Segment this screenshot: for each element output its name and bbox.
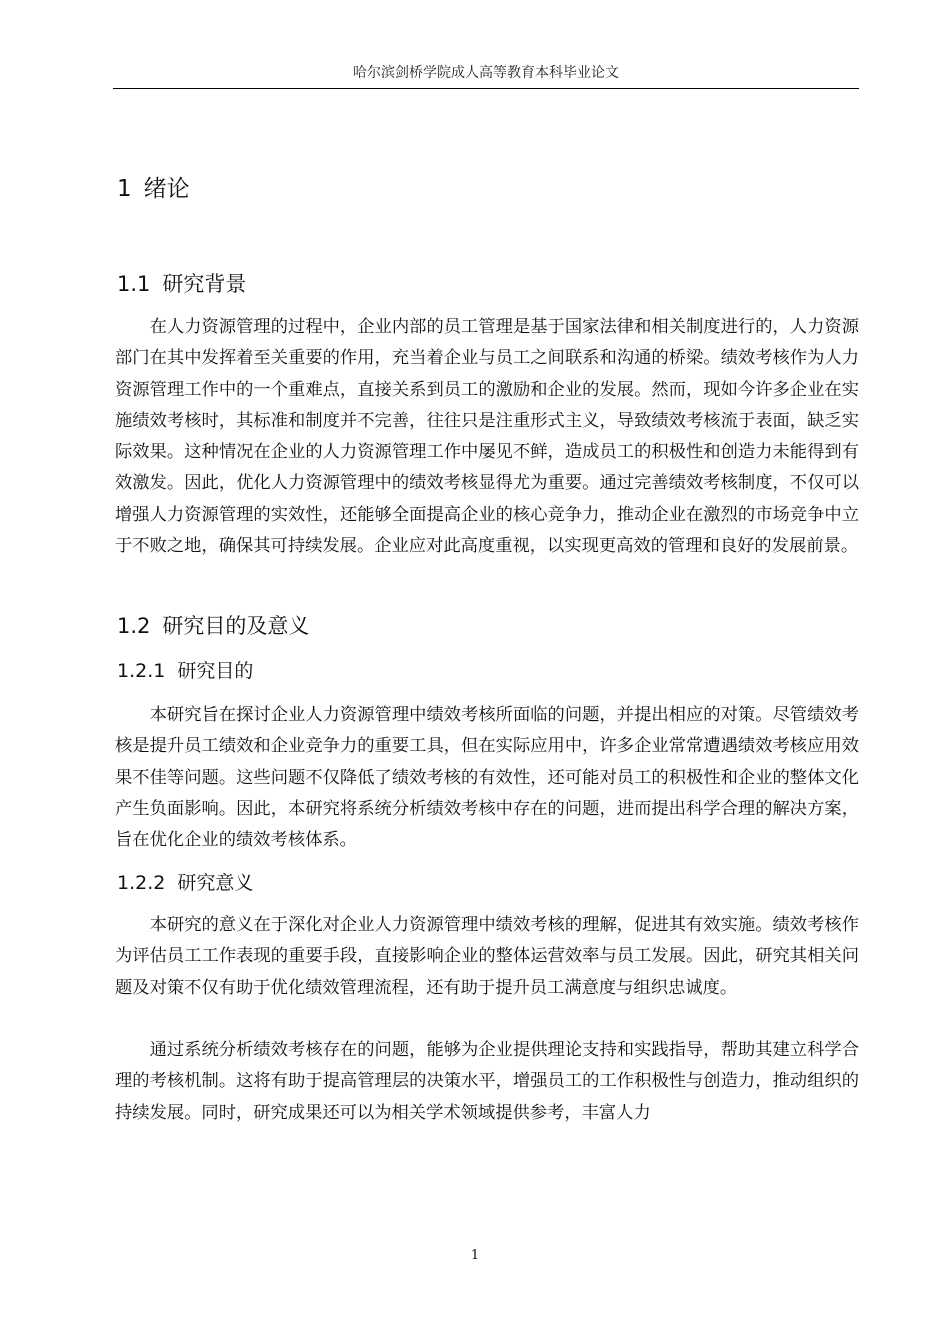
paragraph-background: 在人力资源管理的过程中，企业内部的员工管理是基于国家法律和相关制度进行的，人力资源部门在其中发挥着至关重要的作用，充当着企业与员工之间联系和沟通的桥梁。绩效考核作为人力资源管理工作中的一个重难点，直接关系到员工的激励和企业的发展。然而，现如今许多企业在实施绩效考核时，其标准和制度并不完善，往往只是注重形式主义，导致绩效考核流于表面，缺乏实际效果。这种情况在企业的人力资源管理工作中屡见不鲜，造成员工的积极性和创造力未能得到有效激发。因此，优化人力资源管理中的绩效考核显得尤为重要。通过完善绩效考核制度，不仅可以增强人力资源管理的实效性，还能够全面提高企业的核心竞争力，推动企业在激烈的市场竞争中立于不败之地，确保其可持续发展。企业应对此高度重视，以实现更高效的管理和良好的发展前景。 [115, 317, 859, 557]
chapter-number: 1 [117, 176, 132, 202]
header-rule [113, 88, 859, 89]
section-number: 1.2 [117, 614, 151, 638]
running-header: 哈尔滨剑桥学院成人高等教育本科毕业论文 [353, 65, 619, 81]
subsection-heading-1-2-2 [117, 870, 253, 896]
section-title: 研究目的及意义 [162, 614, 310, 638]
paragraph-significance-1: 本研究的意义在于深化对企业人力资源管理中绩效考核的理解，促进其有效实施。绩效考核作为评估员工工作表现的重要手段，直接影响企业的整体运营效率与员工发展。因此，研究其相关问题及对策不仅有助于优化绩效管理流程，还有助于提升员工满意度与组织忠诚度。 [115, 915, 859, 998]
subsection-number: 1.2.1 [117, 660, 166, 682]
chapter-title: 绪论 [143, 176, 190, 202]
page-number: 1 [470, 1248, 480, 1263]
section-heading-1-2 [117, 612, 309, 640]
subsection-title: 研究意义 [177, 872, 254, 894]
section-heading-1-1 [117, 270, 246, 298]
section-title: 研究背景 [162, 272, 247, 296]
section-number: 1.1 [117, 272, 151, 296]
paragraph-purpose: 本研究旨在探讨企业人力资源管理中绩效考核所面临的问题，并提出相应的对策。尽管绩效考核是提升员工绩效和企业竞争力的重要工具，但在实际应用中，许多企业常常遭遇绩效考核应用效果不佳等问题。这些问题不仅降低了绩效考核的有效性，还可能对员工的积极性和企业的整体文化产生负面影响。因此，本研究将系统分析绩效考核中存在的问题，进而提出科学合理的解决方案，旨在优化企业的绩效考核体系。 [115, 705, 859, 851]
subsection-heading-1-2-1 [117, 658, 253, 684]
subsection-title: 研究目的 [177, 660, 254, 682]
paragraph-significance-2: 通过系统分析绩效考核存在的问题，能够为企业提供理论支持和实践指导，帮助其建立科学合理的考核机制。这将有助于提高管理层的决策水平，增强员工的工作积极性与创造力，推动组织的持续发展。同时，研究成果还可以为相关学术领域提供参考，丰富人力 [115, 1040, 859, 1123]
subsection-number: 1.2.2 [117, 872, 166, 894]
chapter-heading [117, 174, 190, 204]
